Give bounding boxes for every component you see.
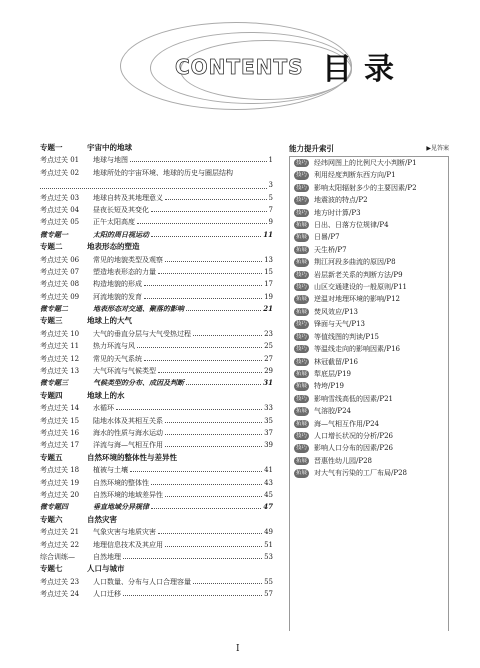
unit-heading xyxy=(40,241,273,253)
tag-badge: 技巧 xyxy=(296,209,308,216)
index-item xyxy=(294,331,444,343)
entry-title: 大气环流与气候类型 xyxy=(93,367,156,376)
dot-leader xyxy=(151,508,261,509)
tag-badge: 拓展 xyxy=(296,222,308,229)
tag-badge: 技巧 xyxy=(296,172,308,179)
index-item-text: 利用经度判断东西方向/P1 xyxy=(314,171,396,180)
index-item xyxy=(294,318,444,330)
entry-title: 地球自转及其地理意义 xyxy=(93,193,163,202)
entry-label: 考点过关 02 xyxy=(40,168,80,177)
index-item-text: 影响太阳辐射多少的主要因素/P2 xyxy=(314,183,417,192)
table-of-contents xyxy=(40,142,273,600)
entry-label: 考点过关 16 xyxy=(40,429,80,437)
ability-index xyxy=(289,142,449,631)
entry-page: 9 xyxy=(268,218,273,227)
dot-leader xyxy=(165,434,262,435)
dot-leader xyxy=(158,273,262,274)
toc-entry xyxy=(40,204,273,216)
dot-leader xyxy=(151,236,261,237)
contents-word: CONTENTS xyxy=(175,55,304,79)
index-item xyxy=(294,157,444,169)
dot-leader xyxy=(144,298,262,299)
tag-badge: 技巧 xyxy=(296,445,308,452)
index-item-text: 林冠截留/P16 xyxy=(314,357,358,366)
entry-title: 垂直地域分异规律 xyxy=(93,502,149,512)
micro-topic-entry xyxy=(40,229,273,241)
entry-label: 考点过关 24 xyxy=(40,590,80,599)
toc-entry xyxy=(40,328,273,340)
dot-leader xyxy=(123,558,262,559)
tag-badge: 技巧 xyxy=(296,346,308,353)
tag-badge: 技巧 xyxy=(296,184,308,191)
entry-title: 常见的地貌类型及观察 xyxy=(93,255,163,264)
index-item-text: 气溶胶/P24 xyxy=(314,407,351,416)
index-item-text: 岩层新老关系的判断方法/P9 xyxy=(314,270,403,279)
tag-badge: 拓展 xyxy=(296,308,308,315)
index-item xyxy=(294,343,444,355)
index-item-text: 犁底层/P19 xyxy=(314,369,351,378)
index-item-text: 日出、日落方位规律/P4 xyxy=(314,221,389,230)
entry-title: 河流地貌的发育 xyxy=(93,292,142,301)
dot-leader xyxy=(137,223,267,224)
unit-heading xyxy=(40,390,273,402)
unit-heading xyxy=(40,563,273,575)
entry-label: 微专题三 xyxy=(40,378,68,388)
micro-topic-entry xyxy=(40,377,273,389)
ability-index-title: 能力提升索引 xyxy=(289,144,334,153)
toc-entry xyxy=(40,266,273,278)
unit-title: 地球上的水 xyxy=(87,390,125,400)
entry-page: 13 xyxy=(264,255,273,264)
entry-label: 考点过关 15 xyxy=(40,416,80,425)
dot-leader xyxy=(186,310,261,311)
unit-title: 地表形态的塑造 xyxy=(87,242,140,252)
index-item xyxy=(294,393,444,405)
entry-title: 人口数量、分布与人口合理容量 xyxy=(93,577,191,586)
index-item-text: 影响人口分布的因素/P26 xyxy=(314,444,393,453)
entry-page: 7 xyxy=(268,205,273,214)
index-item xyxy=(294,293,444,305)
dot-leader xyxy=(165,546,262,547)
entry-page: 51 xyxy=(264,540,273,549)
dot-leader xyxy=(158,533,262,534)
index-item-text: 焚风效应/P13 xyxy=(314,307,358,316)
index-item xyxy=(294,306,444,318)
tag-badge: 技巧 xyxy=(296,284,308,291)
dot-leader xyxy=(123,595,262,596)
tag-badge: 拓展 xyxy=(296,246,308,253)
entry-title: 陆地水体及其相互关系 xyxy=(93,416,163,425)
index-item-text: 逆温对地理环境的影响/P12 xyxy=(314,295,400,304)
entry-title: 热力环流与风 xyxy=(93,342,135,351)
tag-badge: 拓展 xyxy=(296,234,308,241)
entry-page: 23 xyxy=(264,329,273,338)
entry-title: 地球与地图 xyxy=(93,156,128,165)
index-item-text: 经纬网图上的比例尺大小判断/P1 xyxy=(314,159,417,167)
entry-page: 17 xyxy=(264,280,273,289)
toc-entry xyxy=(40,551,273,563)
entry-title: 地表形态对交通、聚落的影响 xyxy=(93,304,184,314)
index-item xyxy=(294,244,444,256)
tag-badge: 拓展 xyxy=(296,259,308,266)
index-item xyxy=(294,455,444,467)
entry-page: 33 xyxy=(264,404,273,413)
answer-note: ▶见答案 xyxy=(426,145,449,152)
unit-label: 专题一 xyxy=(40,143,63,152)
toc-entry xyxy=(40,254,273,266)
entry-label: 考点过关 03 xyxy=(40,193,80,202)
toc-entry xyxy=(40,576,273,588)
entry-label: 考点过关 12 xyxy=(40,354,80,363)
unit-heading xyxy=(40,514,273,526)
micro-topic-entry xyxy=(40,303,273,315)
entry-label: 考点过关 18 xyxy=(40,466,80,475)
dot-leader xyxy=(186,384,261,385)
unit-label: 专题六 xyxy=(40,514,63,524)
entry-page: 35 xyxy=(264,416,273,425)
dot-leader xyxy=(165,496,262,497)
dot-leader xyxy=(137,347,262,348)
entry-label: 考点过关 07 xyxy=(40,267,80,276)
entry-title: 塑造地表形态的力量 xyxy=(93,267,156,276)
unit-title: 宇宙中的地球 xyxy=(87,143,132,152)
header xyxy=(0,0,480,118)
index-item xyxy=(294,207,444,219)
entry-title: 构造地貌的形成 xyxy=(93,280,142,289)
index-item xyxy=(294,356,444,368)
index-item-text: 等值线图的判读/P15 xyxy=(314,332,379,341)
index-item-text: 人口增长状况的分析/P26 xyxy=(314,431,393,440)
index-item-text: 山区交通建设的一般原则/P11 xyxy=(314,283,407,292)
index-item-text: 锋面与天气/P13 xyxy=(314,320,365,329)
toc-entry xyxy=(40,439,273,451)
entry-title: 海水的性质与海水运动 xyxy=(93,429,163,437)
entry-page: 5 xyxy=(268,193,273,202)
index-item xyxy=(294,418,444,430)
toc-entry xyxy=(40,489,273,501)
dot-leader xyxy=(158,372,262,373)
index-item-text: 晋惠性幼儿园/P28 xyxy=(314,456,372,465)
entry-label: 考点过关 05 xyxy=(40,218,80,227)
micro-topic-entry xyxy=(40,501,273,513)
entry-page: 21 xyxy=(263,304,273,314)
unit-label: 专题五 xyxy=(40,452,63,462)
page-number: I xyxy=(236,644,240,654)
tag-badge: 拓展 xyxy=(296,296,308,303)
index-item xyxy=(294,442,444,454)
entry-page: 3 xyxy=(268,181,273,190)
index-item-text: 天生桥/P7 xyxy=(314,245,347,254)
dot-leader xyxy=(130,161,267,162)
index-item-text: 地方时计算/P3 xyxy=(314,208,361,217)
tag-badge: 拓展 xyxy=(296,383,308,390)
tag-badge: 拓展 xyxy=(296,457,308,464)
unit-heading xyxy=(40,315,273,327)
unit-label: 专题七 xyxy=(40,564,63,574)
toc-entry xyxy=(40,588,273,600)
toc-entry xyxy=(40,365,273,377)
toc-entry xyxy=(40,192,273,204)
entry-title: 正午太阳高度 xyxy=(93,218,135,227)
toc-entry xyxy=(40,167,273,179)
entry-page: 47 xyxy=(263,502,273,512)
entry-title: 洋流与海—气相互作用 xyxy=(93,441,163,450)
index-item xyxy=(294,368,444,380)
entry-title: 地球所处的宇宙环境、地球的历史与圈层结构 xyxy=(93,168,233,177)
toc-entry xyxy=(40,539,273,551)
dot-leader xyxy=(40,179,267,188)
unit-heading xyxy=(40,452,273,464)
entry-title: 地理信息技术及其应用 xyxy=(93,540,163,549)
entry-page: 11 xyxy=(263,229,273,239)
dot-leader xyxy=(165,446,262,447)
entry-page: 25 xyxy=(264,342,273,351)
toc-entry xyxy=(40,353,273,365)
dot-leader xyxy=(165,422,262,423)
toc-entry xyxy=(40,526,273,538)
tag-badge: 技巧 xyxy=(296,197,308,204)
entry-label: 考点过关 13 xyxy=(40,367,80,376)
ability-index-header xyxy=(289,142,449,156)
dot-leader xyxy=(144,285,262,286)
entry-page: 15 xyxy=(264,267,273,276)
entry-title: 昼夜长短及其变化 xyxy=(93,205,149,214)
unit-title: 自然环境的整体性与差异性 xyxy=(87,452,177,462)
index-item xyxy=(294,169,444,181)
entry-title: 太阳的周日视运动 xyxy=(93,229,149,239)
unit-heading xyxy=(40,142,273,154)
entry-page: 43 xyxy=(264,478,273,487)
dot-leader xyxy=(144,360,262,361)
entry-title: 水循环 xyxy=(93,404,114,413)
index-item-text: 特垮/P19 xyxy=(314,382,344,391)
dot-leader xyxy=(130,471,262,472)
toc-entry xyxy=(40,402,273,414)
index-item xyxy=(294,281,444,293)
toc-entry xyxy=(40,477,273,489)
entry-page: 45 xyxy=(264,490,273,499)
toc-entry-continuation xyxy=(40,179,273,191)
entry-label: 考点过关 19 xyxy=(40,478,80,487)
entry-label: 考点过关 08 xyxy=(40,280,80,289)
entry-label: 考点过关 10 xyxy=(40,329,80,338)
entry-title: 人口迁移 xyxy=(93,590,121,599)
index-item xyxy=(294,430,444,442)
tag-badge: 拓展 xyxy=(296,420,308,427)
entry-page: 37 xyxy=(264,429,273,437)
unit-label: 专题二 xyxy=(40,242,63,252)
entry-title: 气候类型的分布、成因及判断 xyxy=(93,378,184,388)
tag-badge: 拓展 xyxy=(296,408,308,415)
entry-label: 综合训练— xyxy=(40,552,75,561)
entry-page: 53 xyxy=(264,552,273,561)
entry-page: 31 xyxy=(263,378,273,388)
entry-label: 考点过关 11 xyxy=(40,342,80,351)
tag-badge: 技巧 xyxy=(296,160,308,166)
dot-leader xyxy=(151,484,262,485)
index-item-text: 日晷/P7 xyxy=(314,233,340,242)
unit-label: 专题四 xyxy=(40,390,63,400)
entry-page: 55 xyxy=(264,577,273,586)
entry-title: 大气的垂直分层与大气受热过程 xyxy=(93,329,191,338)
toc-entry xyxy=(40,464,273,476)
tag-badge: 技巧 xyxy=(296,271,308,278)
index-item-text: 对大气有污染的工厂布局/P28 xyxy=(314,469,407,478)
entry-title: 植被与土壤 xyxy=(93,466,128,475)
index-item xyxy=(294,467,444,479)
entry-title: 自然地理 xyxy=(93,552,121,561)
index-item-text: 荆江河段多曲流的原因/P8 xyxy=(314,258,396,267)
entry-page: 39 xyxy=(264,441,273,450)
index-item xyxy=(294,269,444,281)
toc-entry xyxy=(40,415,273,427)
unit-title: 自然灾害 xyxy=(87,514,117,524)
index-item xyxy=(294,231,444,243)
entry-title: 自然环境的地域差异性 xyxy=(93,490,163,499)
entry-label: 微专题四 xyxy=(40,502,68,512)
entry-title: 气象灾害与地质灾害 xyxy=(93,528,156,537)
tag-badge: 技巧 xyxy=(296,358,308,365)
entry-label: 考点过关 23 xyxy=(40,577,80,586)
entry-page: 57 xyxy=(264,590,273,599)
entry-label: 微专题一 xyxy=(40,229,68,239)
unit-label: 专题三 xyxy=(40,316,63,326)
entry-label: 考点过关 22 xyxy=(40,540,80,549)
entry-label: 考点过关 04 xyxy=(40,205,80,214)
index-item xyxy=(294,182,444,194)
tag-badge: 拓展 xyxy=(296,370,308,377)
entry-title: 常见的天气系统 xyxy=(93,354,142,363)
entry-page: 41 xyxy=(264,466,273,475)
toc-entry xyxy=(40,154,273,166)
entry-page: 19 xyxy=(264,292,273,301)
entry-label: 考点过关 09 xyxy=(40,292,80,301)
dot-leader xyxy=(193,335,262,336)
dot-leader xyxy=(193,583,262,584)
unit-title: 地球上的大气 xyxy=(87,316,132,326)
tag-badge: 技巧 xyxy=(296,395,308,402)
index-item-text: 地震波的特点/P2 xyxy=(314,196,368,205)
unit-title: 人口与城市 xyxy=(87,564,125,574)
index-item-text: 影响雪线高低的因素/P21 xyxy=(314,394,393,403)
entry-label: 考点过关 06 xyxy=(40,255,80,264)
ability-index-list xyxy=(289,156,449,631)
entry-label: 考点过关 17 xyxy=(40,441,80,450)
entry-page: 1 xyxy=(268,156,273,165)
dot-leader xyxy=(165,261,262,262)
entry-label: 考点过关 14 xyxy=(40,404,80,413)
entry-page: 49 xyxy=(264,528,273,537)
tag-badge: 技巧 xyxy=(296,321,308,328)
entry-title: 自然环境的整体性 xyxy=(93,478,149,487)
toc-entry xyxy=(40,216,273,228)
dot-leader xyxy=(165,199,267,200)
index-item xyxy=(294,194,444,206)
entry-label: 考点过关 01 xyxy=(40,156,80,165)
dot-leader xyxy=(116,409,262,410)
page-title: 目录 xyxy=(322,52,406,87)
index-item xyxy=(294,380,444,392)
tag-badge: 技巧 xyxy=(296,333,308,340)
index-item-text: 海—气相互作用/P24 xyxy=(314,419,379,428)
entry-label: 微专题二 xyxy=(40,304,68,314)
entry-page: 29 xyxy=(264,367,273,376)
toc-entry xyxy=(40,291,273,303)
index-item xyxy=(294,219,444,231)
toc-entry xyxy=(40,340,273,352)
index-item-text: 等温线走向的影响因素/P16 xyxy=(314,345,400,354)
entry-label: 考点过关 21 xyxy=(40,528,80,537)
toc-entry xyxy=(40,427,273,439)
toc-entry xyxy=(40,278,273,290)
index-item xyxy=(294,405,444,417)
entry-page: 27 xyxy=(264,354,273,363)
entry-label: 考点过关 20 xyxy=(40,490,80,499)
tag-badge: 拓展 xyxy=(296,470,308,477)
tag-badge: 技巧 xyxy=(296,432,308,439)
dot-leader xyxy=(151,211,267,212)
index-item xyxy=(294,256,444,268)
